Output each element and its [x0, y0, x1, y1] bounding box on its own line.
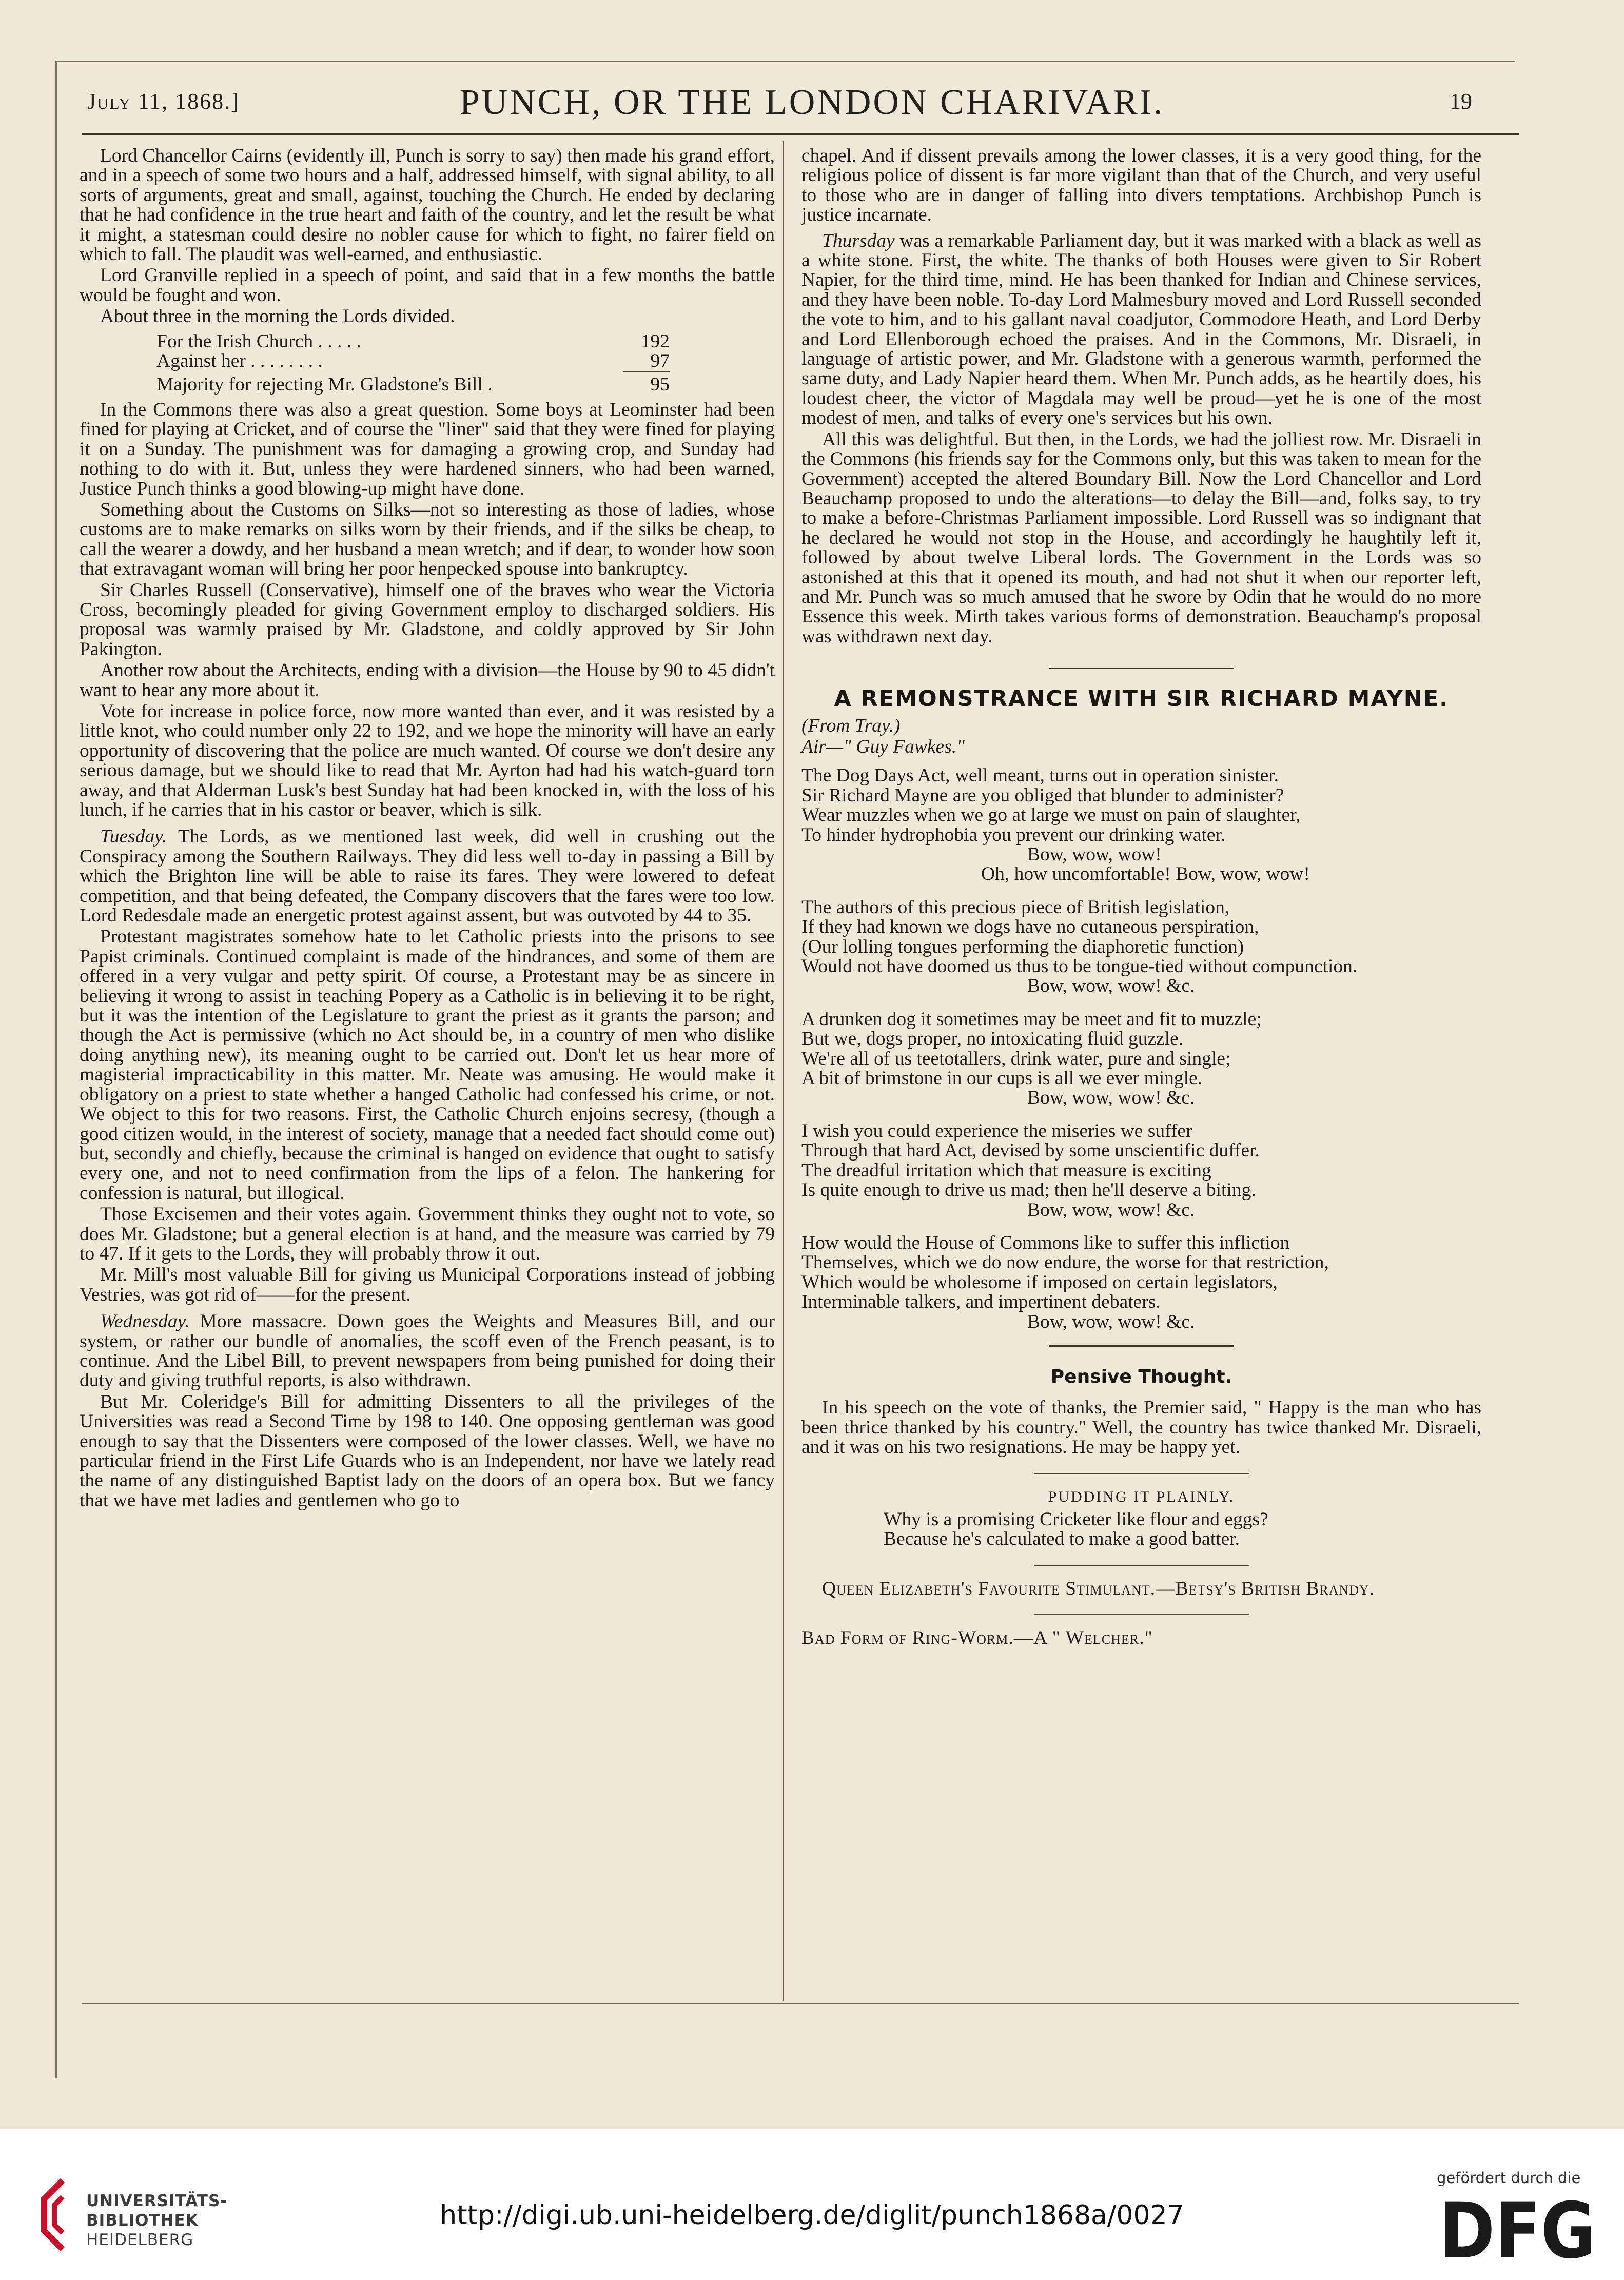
issue-date: July 11, 1868.]	[87, 89, 240, 114]
footer-rule	[82, 2003, 1519, 2004]
left-column	[80, 146, 775, 1512]
paragraph: Something about the Customs on Silks—not so interesting as those of ladies, whose customs are to make remarks on silks worn by their friends, and if the silks be cheap, to call the wearer a dowdy, and her husband a mean wretch; and if dear, to wonder how soon that extravagant woman will bring her poor henpecked spouse into bankruptcy.	[80, 499, 775, 580]
column-divider	[783, 141, 784, 2001]
section-double-rule	[1049, 1345, 1234, 1350]
stanza	[801, 1122, 1481, 1220]
paragraph: Queen Elizabeth's Favourite Stimulant.—Betsy's British Brandy.	[822, 1578, 1375, 1599]
page-number: 19	[1450, 89, 1472, 114]
day-lead: Tuesday.	[100, 826, 167, 848]
division-label: Against her . . . . . . . .	[156, 350, 323, 372]
separator-rule	[1034, 1565, 1249, 1566]
dfg-logo-text: DFG	[1439, 2187, 1596, 2276]
separator-rule	[1034, 1473, 1249, 1474]
paragraph	[801, 231, 1481, 428]
paragraph	[80, 1312, 775, 1391]
source-url-link[interactable]: http://digi.ub.uni-heidelberg.de/diglit/punch1868a/0027	[440, 2200, 1184, 2231]
header-rule	[82, 133, 1519, 135]
dfg-logo-icon	[1439, 2187, 1598, 2276]
day-lead: Thursday	[822, 230, 895, 251]
paragraph: Lord Chancellor Cairns (evidently ill, Punch is sorry to say) then made his grand effort, and in a speech of some two hours and a half, addressed himself, with signal ability, to all sorts of arguments, great and small, against, touching the Church. He ended by declaring that he had confidence in the true heart and faith of the country, and let the result be what it might, a statesman could desire no nobler cause for which to fight, no fairer field on which to fall. The plaudit was well-earned, and enthusiastic.	[80, 145, 775, 265]
paragraph: In his speech on the vote of thanks, the Premier said, " Happy is the man who has been thrice thanked by his country." Well, the country has twice thanked Mr. Disraeli, and it was on his two resignations. He may be happy yet.	[801, 1397, 1481, 1458]
refrain-line: Bow, wow, wow! &c.	[1027, 1311, 1195, 1332]
refrain-line: Bow, wow, wow! &c.	[1027, 1199, 1195, 1221]
verse-line: How would the House of Commons like to suffer this infliction	[801, 1232, 1290, 1253]
poem-title: A REMONSTRANCE WITH SIR RICHARD MAYNE.	[834, 686, 1449, 712]
separator-rule	[1034, 1614, 1249, 1615]
paragraph: chapel. And if dissent prevails among the lower classes, it is a very good thing, for the religious police of dissent is far more vigilant than that of the Church, and very useful to those who are in danger of falling into divers temptations. Archbishop Punch is justice incarnate.	[801, 145, 1481, 226]
paragraph: In the Commons there was also a great question. Some boys at Leominster had been fined for playing at Cricket, and of course the "liner" said that they were fined for playing it on a Sunday. The punishment was for damaging a growing crop, and Sunday had nothing to do with it. But, unless they were hardened sinners, who had been warned, Justice Punch thinks a good blowing-up might have done.	[80, 399, 775, 499]
verse-line: Which would be wholesome if imposed on certain legislators,	[801, 1271, 1278, 1293]
library-name-line: HEIDELBERG	[86, 2231, 194, 2249]
paragraph: Vote for increase in police force, now more wanted than ever, and it was resisted by a little knot, who could number only 22 to 192, and we hope the minority will have an early opportunity of discovering that the police are much wanted. Of course we don't desire any serious damage, but we should like to read that Mr. Ayrton had had his watch-guard torn away, and that Alderman Lusk's best Sunday hat had been knocked in, with the loss of his lunch, if he carries that in his castor or beaver, which is silk.	[80, 700, 775, 820]
paragraph: Protestant magistrates somehow hate to let Catholic priests into the prisons to see Papist criminals. Continued complaint is made of the hindrances, and some of them are offered in a very vulgar and petty spirit. Of course, a Protestant may be as sincere in believing it wrong to assist in teaching Popery as a Catholic is in believing it to be right, but it was the intention of the Legislature to grant the priest as it grants the parson; and though the Act is permissive (which no Act should be, in a country of men who dislike doing anything new), its meaning ought to be carried out. Don't let us hear more of magisterial impracticability in this matter. Mr. Neate was amusing. He would make it obligatory on a priest to state whether a hanged Catholic had confessed his crime, or not. We object to this for two reasons. First, the Catholic Church enjoins secresy, (though a good citizen would, in the interest of society, manage that a needed fact should come out) but, secondly and chiefly, because the criminal is hanged on evidence that ought to satisfy every one, and not to need confirmation from the lips of a felon. The hankering for confession is natural, but illogical.	[80, 926, 775, 1204]
masthead: PUNCH, OR THE LONDON CHARIVARI.	[459, 83, 1165, 122]
riddle-answer: Because he's calculated to make a good batter.	[884, 1528, 1240, 1550]
division-row	[156, 332, 670, 351]
paragraph: Mr. Mill's most valuable Bill for giving us Municipal Corporations instead of jobbing Vestries, was got rid of——for the present.	[80, 1264, 775, 1305]
riddle-title: PUDDING IT PLAINLY.	[1048, 1488, 1235, 1505]
funded-by-label: gefördert durch die	[1437, 2169, 1581, 2187]
verse-line: Wear muzzles when we go at large we must on pain of slaughter,	[801, 804, 1301, 826]
paragraph: Lord Granville replied in a speech of point, and said that in a few months the battle would be fought and won.	[80, 265, 775, 306]
stanza	[801, 898, 1481, 996]
paragraph: All this was delightful. But then, in the Lords, we had the jolliest row. Mr. Disraeli in the Commons (his friends say for the Commons only, but this was taken to mean for the Government) accepted the altered Boundary Bill. Now the Lord Chancellor and Lord Beauchamp proposed to undo the alterations—to delay the Bill—and, folks say, to try to make a before-Christmas Parliament impossible. Lord Russell was so indignant that he declared he would not stop in the House, and accordingly he haughtily left it, followed by about twelve Liberal lords. The Government in the Lords was so astonished at this that it opened its mouth, and had not shut it when our reporter left, and Mr. Punch was so much amused that he swore by Odin that he would do no more Essence this week. Mirth takes various forms of demonstration. Beauchamp's proposal was withdrawn next day.	[801, 428, 1481, 647]
paragraph: Another row about the Architects, ending with a division—the House by 90 to 45 didn't want to hear any more about it.	[80, 660, 775, 701]
digitization-footer	[0, 2129, 1624, 2280]
majority-value: 95	[650, 374, 670, 396]
paragraph	[80, 827, 775, 926]
verse-line: Themselves, which we do now endure, the worse for that restriction,	[801, 1252, 1329, 1273]
verse-line: Interminable talkers, and impertinent debaters.	[801, 1291, 1161, 1313]
refrain-line: Bow, wow, wow! &c.	[1027, 975, 1195, 997]
paragraph-text: The Lords, as we mentioned last week, did well in crushing out the Conspiracy among the Southern Railways. They did less well to-day in passing a Bill by which the Brighton line will be able to raise its fares. They were lowered to defeat competition, and that being defeated, the Company discovers that the fares were too low. Lord Redesdale made an energetic protest against assent, but was outvoted by 44 to 35.	[80, 826, 775, 927]
verse-line: I wish you could experience the miseries we suffer	[801, 1120, 1192, 1142]
poem-air: Air—" Guy Fawkes."	[801, 736, 965, 757]
library-name-line: UNIVERSITÄTS-	[86, 2192, 228, 2210]
verse-line: To hinder hydrophobia you prevent our drinking water.	[801, 824, 1226, 846]
library-name-line: BIBLIOTHEK	[86, 2211, 199, 2230]
majority-row	[156, 375, 670, 395]
verse-line: If they had known we dogs have no cutaneous perspiration,	[801, 916, 1259, 938]
stanza	[801, 1010, 1481, 1108]
division-table	[156, 332, 670, 395]
verse-line: Through that hard Act, devised by some unscientific duffer.	[801, 1140, 1260, 1162]
refrain-line: Bow, wow, wow! &c.	[1027, 1087, 1195, 1109]
riddle-question: Why is a promising Cricketer like flour and eggs?	[884, 1508, 1268, 1530]
paragraph: Sir Charles Russell (Conservative), himself one of the braves who wear the Victoria Cross, becomingly pleaded for giving Government employ to discharged soldiers. His proposal was warmly praised by Mr. Gladstone, and coldly approved by Sir John Pakington.	[80, 579, 775, 660]
poem-stanzas	[801, 766, 1481, 1332]
paragraph-text: was a remarkable Parliament day, but it was marked with a black as well as a white stone. First, the white. The thanks of both Houses were given to Sir Robert Napier, for the third time, mind. He has been thanked for Indian and Chinese services, and they have been noble. To-day Lord Malmesbury moved and Lord Russell seconded the vote to him, and to his gallant naval coadjutor, Commodore Heath, and Lord Derby and Lord Ellenborough echoed the praises. And in the Commons, Mr. Disraeli, in language of artistic power, and Mr. Gladstone with a generous warmth, performed the same duty, and Lady Napier heard them. When Mr. Punch adds, as he heartily does, his loudest cheer, the victor of Magdala may well be proud—yet he is one of the most modest of men, and talks of every one's services but his own.	[801, 230, 1481, 429]
paragraph: Those Excisemen and their votes again. Government thinks they ought not to vote, so does Mr. Gladstone; but a general election is at hand, and the measure was carried by 79 to 47. If it gets to the Lords, they will probably throw it out.	[80, 1204, 775, 1264]
division-label: For the Irish Church . . . . .	[156, 330, 361, 352]
verse-line: Sir Richard Mayne are you obliged that blunder to administer?	[801, 784, 1284, 806]
verse-line: Is quite enough to drive us mad; then he'll deserve a biting.	[801, 1180, 1256, 1201]
verse-line: A drunken dog it sometimes may be meet and fit to muzzle;	[801, 1008, 1262, 1030]
paragraph: But Mr. Coleridge's Bill for admitting Dissenters to all the privileges of the Universities was read a Second Time by 198 to 140. One opposing gentleman was good enough to say that the Dissenters were composed of the lower classes. Well, we have no particular friend in the First Life Guards who is an Independent, nor have we lately read the name of any distinguished Baptist lady on the doors of an opera box. But we fancy that we have met ladies and gentlemen who go to	[80, 1391, 775, 1511]
paragraph-text: More massacre. Down goes the Weights and Measures Bill, and our system, or rather our bundle of anomalies, the scoff even of the French peasant, is to continue. And the Libel Bill, to prevent newspapers from being punished for doing their duty and giving truthful reports, is also withdrawn.	[80, 1311, 775, 1391]
day-lead: Wednesday.	[100, 1311, 190, 1332]
division-value: 97	[650, 350, 670, 372]
verse-line: The authors of this precious piece of British legislation,	[801, 896, 1230, 918]
stanza	[801, 766, 1481, 884]
pensive-title: Pensive Thought.	[1050, 1366, 1232, 1387]
verse-line: But we, dogs proper, no intoxicating fluid guzzle.	[801, 1028, 1184, 1050]
verse-line: The Dog Days Act, well meant, turns out in operation sinister.	[801, 765, 1279, 787]
division-value: 192	[640, 330, 670, 352]
verse-line: Would not have doomed us thus to be tongue-tied without compunction.	[801, 956, 1358, 977]
verse-line: We're all of us teetotallers, drink water, pure and single;	[801, 1048, 1231, 1069]
verse-line: (Our lolling tongues performing the diaphoretic function)	[801, 936, 1244, 957]
refrain-line: Bow, wow, wow!	[1027, 844, 1162, 865]
right-column	[801, 146, 1481, 1650]
stanza	[801, 1233, 1481, 1332]
verse-line: The dreadful irritation which that measure is exciting	[801, 1159, 1211, 1181]
refrain-line: Oh, how uncomfortable! Bow, wow, wow!	[981, 863, 1310, 885]
paragraph: Bad Form of Ring-Worm.—A " Welcher."	[801, 1627, 1153, 1649]
verse-line: A bit of brimstone in our cups is all we ever mingle.	[801, 1068, 1203, 1089]
poem-source: (From Tray.)	[801, 715, 901, 736]
division-row	[156, 351, 670, 371]
section-double-rule	[1049, 667, 1234, 672]
paragraph: About three in the morning the Lords divided.	[100, 306, 455, 327]
majority-label: Majority for rejecting Mr. Gladstone's Bill .	[156, 374, 493, 396]
